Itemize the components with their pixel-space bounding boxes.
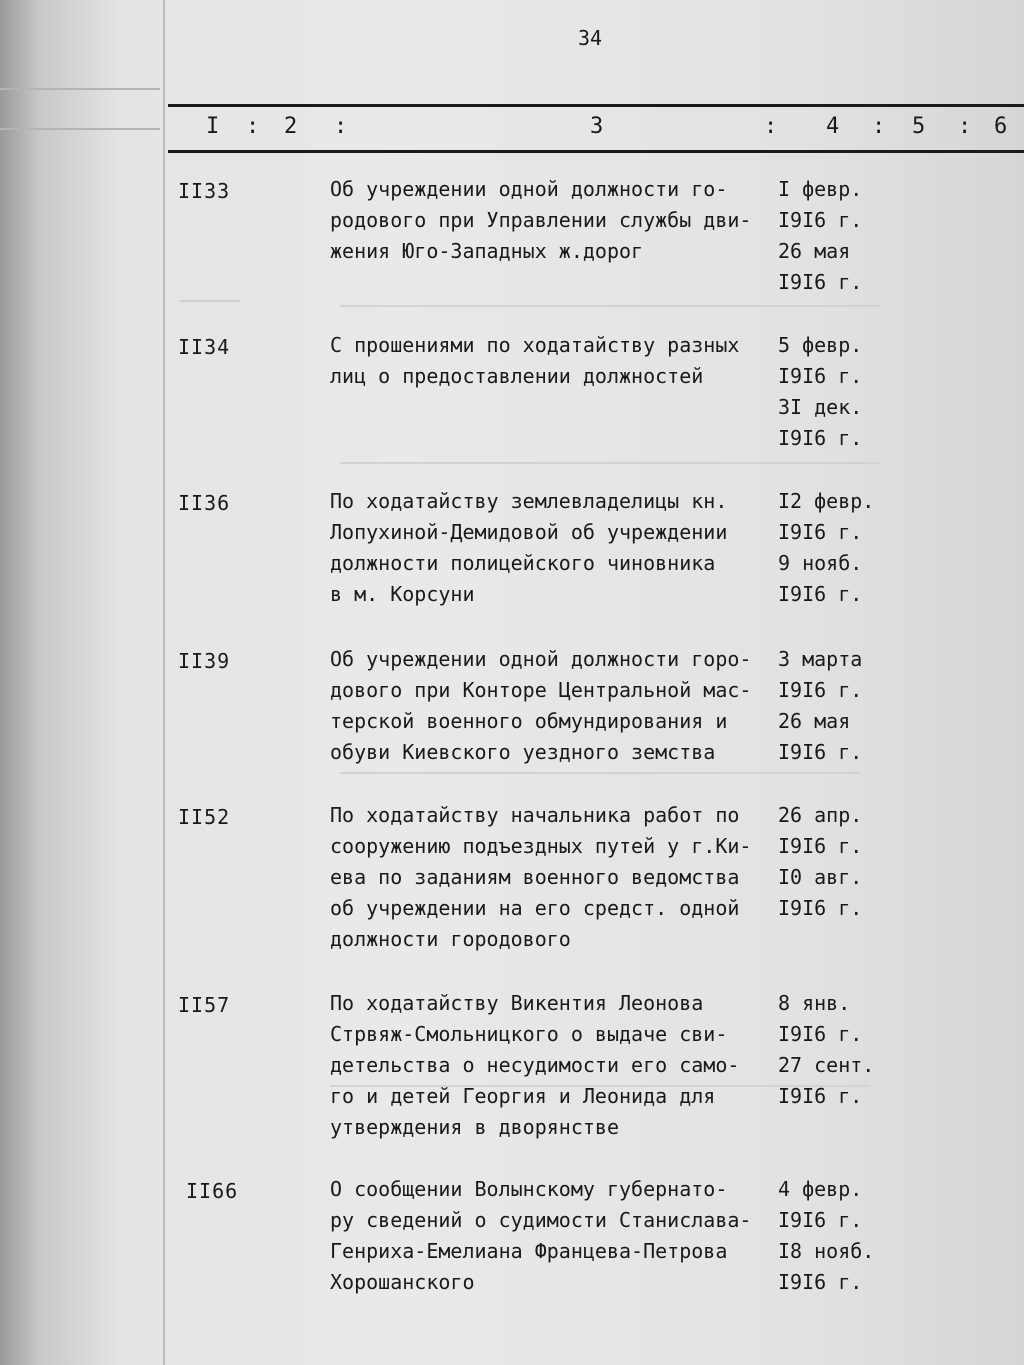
description-line: О сообщении Волынскому губернато- [330,1177,728,1201]
description-line: ру сведений о судимости Станислава- [330,1208,752,1232]
description-line: Об учреждении одной должности горо- [330,647,752,671]
case-description [330,330,780,392]
header-col-2: 2 [284,114,298,139]
case-dates [778,486,888,610]
header-separator: : [872,114,886,139]
description-line: Лопухиной-Демидовой об учреждении [330,520,728,544]
description-line: Хорошанского [330,1270,475,1294]
header-separator: : [764,114,778,139]
case-dates [778,800,888,924]
date-line: I9I6 г. [778,520,863,544]
table-header-bottom-rule [168,150,1024,153]
date-line: I9I6 г. [778,426,863,450]
description-line: сооружению подъездных путей у г.Ки- [330,834,752,858]
date-line: I9I6 г. [778,896,863,920]
description-line: обуви Киевского уездного земства [330,740,716,764]
date-line: I9I6 г. [778,270,863,294]
date-line: I9I6 г. [778,208,863,232]
description-line: жения Юго-Западных ж.дорог [330,239,644,263]
date-line: 26 мая [778,709,851,733]
date-line: I9I6 г. [778,1084,863,1108]
case-number: II39 [178,649,231,673]
date-line: I8 нояб. [778,1239,875,1263]
case-dates [778,1174,888,1298]
description-line: в м. Корсуни [330,582,475,606]
case-dates [778,330,888,454]
bleed-through-mark [340,772,860,774]
header-col-6: 6 [994,114,1008,139]
description-line: Об учреждении одной должности го- [330,177,728,201]
date-line: I9I6 г. [778,740,863,764]
page-edge [163,0,165,1365]
case-number: II52 [178,805,231,829]
description-line: терской военного обмундирования и [330,709,728,733]
case-number: II36 [178,491,231,515]
case-number: II57 [178,993,231,1017]
date-line: 8 янв. [778,991,851,1015]
case-dates [778,988,888,1112]
case-description [330,1174,780,1298]
date-line: I9I6 г. [778,1208,863,1232]
date-line: I9I6 г. [778,1022,863,1046]
case-description [330,800,780,955]
date-line: 26 апр. [778,803,863,827]
description-line: об учреждении на его средст. одной [330,896,740,920]
date-line: 26 мая [778,239,851,263]
date-line: I9I6 г. [778,364,863,388]
case-dates [778,174,888,298]
header-separator: : [958,114,972,139]
description-line: ева по заданиям военного ведомства [330,865,740,889]
header-col-3: 3 [590,114,604,139]
description-line: родового при Управлении службы дви- [330,208,752,232]
date-line: 3 марта [778,647,863,671]
header-col-4: 4 [826,114,840,139]
description-line: должности городового [330,927,571,951]
header-separator: : [334,114,348,139]
description-line: лиц о предоставлении должностей [330,364,704,388]
date-line: I9I6 г. [778,834,863,858]
header-col-5: 5 [912,114,926,139]
case-description [330,988,780,1143]
date-line: I2 февр. [778,489,875,513]
description-line: По ходатайству начальника работ по [330,803,740,827]
date-line: 4 февр. [778,1177,863,1201]
case-dates [778,644,888,768]
description-line: По ходатайству землевладелицы кн. [330,489,728,513]
case-number: II33 [178,179,231,203]
date-line: I9I6 г. [778,678,863,702]
facing-page-rule [0,128,160,130]
bleed-through-mark [340,462,880,464]
date-line: I0 авг. [778,865,863,889]
case-description [330,644,780,768]
header-col-1: I [206,114,220,139]
case-number: II66 [186,1179,239,1203]
header-separator: : [246,114,260,139]
date-line: I февр. [778,177,863,201]
description-line: По ходатайству Викентия Леонова [330,991,704,1015]
description-line: го и детей Георгия и Леонида для [330,1084,716,1108]
table-header-top-rule [168,104,1024,107]
case-description [330,174,780,267]
date-line: 27 сент. [778,1053,875,1077]
date-line: I9I6 г. [778,1270,863,1294]
bleed-through-mark [180,300,240,302]
date-line: 3I дек. [778,395,863,419]
date-line: I9I6 г. [778,582,863,606]
description-line: Стрвяж-Смольницкого о выдаче сви- [330,1022,728,1046]
description-line: С прошениями по ходатайству разных [330,333,740,357]
case-number: II34 [178,335,231,359]
case-description [330,486,780,610]
description-line: дового при Конторе Центральной мас- [330,678,752,702]
description-line: должности полицейского чиновника [330,551,716,575]
page-number: 34 [577,26,603,50]
bleed-through-mark [340,305,880,307]
description-line: детельства о несудимости его само- [330,1053,740,1077]
description-line: Генриха-Емелиана Францева-Петрова [330,1239,728,1263]
description-line: утверждения в дворянстве [330,1115,619,1139]
facing-page-rule [0,88,160,90]
date-line: 5 февр. [778,333,863,357]
date-line: 9 нояб. [778,551,863,575]
